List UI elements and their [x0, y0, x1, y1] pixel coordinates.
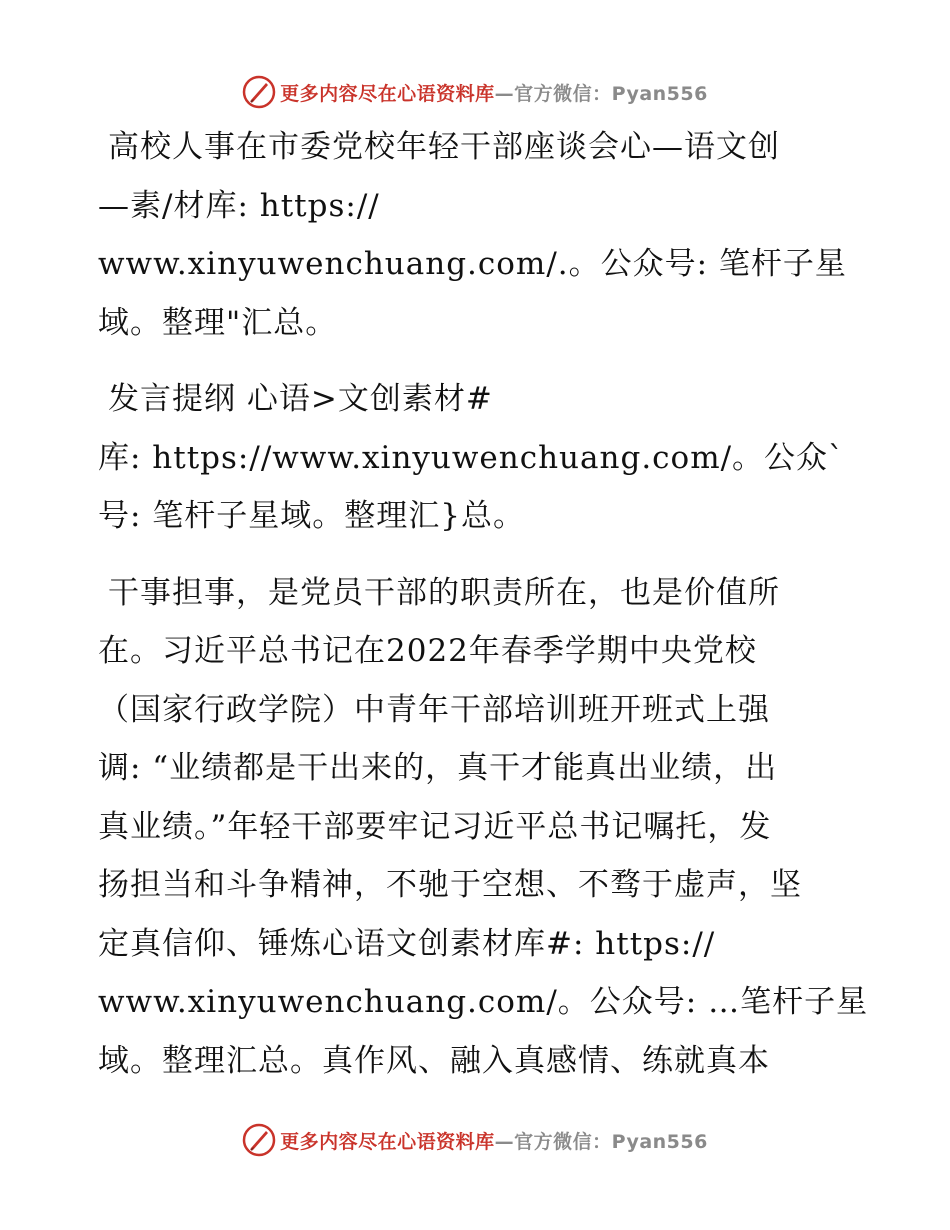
footer-watermark-text	[280, 1127, 708, 1154]
paragraph-3	[98, 564, 869, 1091]
text-line: 高校人事在市委党校年轻干部座谈会心—语文创	[108, 129, 780, 165]
footer-watermark	[0, 1118, 950, 1162]
header-wechat-text: 官方微信：Pyan556	[514, 82, 708, 105]
text-line: 真业绩。”年轻干部要牢记习近平总书记嘱托，发	[98, 808, 772, 845]
footer-site-text: 更多内容尽在心语资料库	[280, 1130, 495, 1153]
quill-logo-icon	[242, 1123, 276, 1157]
text-line: 干事担事，是党员干部的职责所在，也是价值所	[108, 574, 780, 611]
text-line: 域。整理"汇总。	[98, 304, 338, 341]
text-line: 域。整理汇总。真作风、融入真感情、练就真本	[98, 1042, 770, 1079]
text-line: 调: “业绩都是干出来的，真干才能真出业绩，出	[98, 750, 778, 786]
text-line: www.xinyuwenchuang.com/.。公众号: 笔杆子星	[98, 246, 847, 282]
text-line: 定真信仰、锤炼心语文创素材库#: https://	[98, 925, 716, 962]
paragraph-1	[98, 118, 858, 352]
text-line: 发言提纲 心语>文创素材#	[108, 381, 493, 417]
footer-wechat-text: 官方微信：Pyan556	[514, 1130, 708, 1153]
header-watermark	[0, 70, 950, 114]
header-site-text: 更多内容尽在心语资料库	[280, 82, 495, 105]
text-line: —素/材库: https://	[98, 187, 380, 224]
text-line: 在。习近平总书记在2022年春季学期中央党校	[98, 633, 757, 669]
text-line: 号: 笔杆子星域。整理汇}总。	[98, 498, 526, 534]
header-watermark-text	[280, 79, 708, 106]
quill-logo-icon	[242, 75, 276, 109]
paragraph-2	[98, 370, 858, 546]
text-line: 库: https://www.xinyuwenchuang.com/。公众`	[98, 439, 845, 476]
text-line: 扬担当和斗争精神，不驰于空想、不骛于虚声，坚	[98, 867, 802, 903]
text-line: www.xinyuwenchuang.com/。公众号: …笔杆子星	[98, 984, 869, 1020]
header-dash: —	[494, 82, 515, 105]
footer-dash: —	[494, 1130, 515, 1153]
document-body	[98, 118, 869, 1090]
text-line: （国家行政学院）中青年干部培训班开班式上强	[98, 691, 770, 728]
